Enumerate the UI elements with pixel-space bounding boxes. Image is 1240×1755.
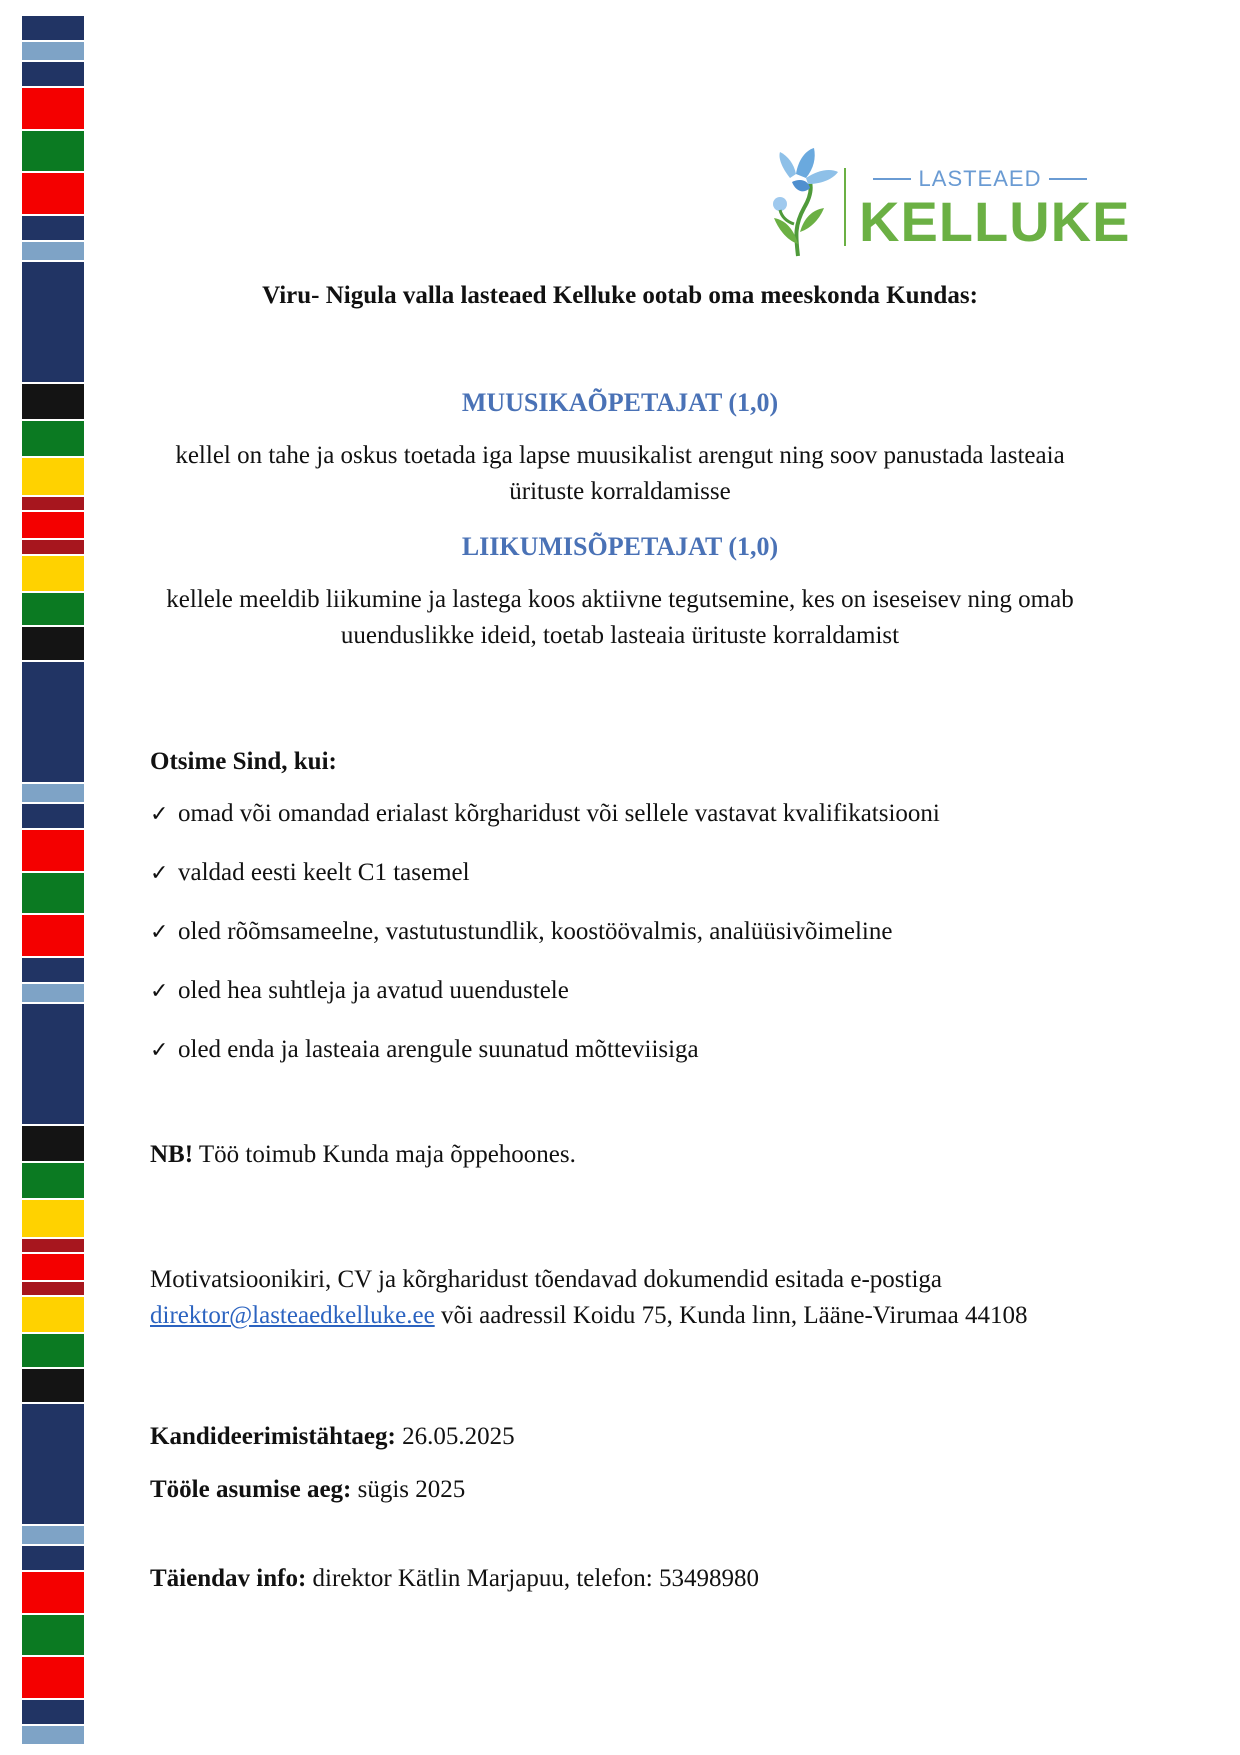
job-title-movement: LIIKUMISÕPETAJAT (1,0) — [461, 532, 779, 561]
stripe-band — [22, 1126, 84, 1163]
apply-text-before: Motivatsioonikiri, CV ja kõrgharidust tõendavad dokumendid esitada e-postiga — [150, 1266, 943, 1293]
stripe-band — [22, 1334, 84, 1369]
stripe-band — [22, 830, 84, 874]
stripe-band — [22, 1700, 84, 1726]
stripe-band — [22, 497, 84, 512]
check-icon: ✓ — [150, 861, 169, 886]
requirement-text: valdad eesti keelt C1 tasemel — [178, 859, 470, 886]
stripe-band — [22, 1163, 84, 1200]
start-label: Tööle asumise aeg: — [150, 1476, 352, 1503]
stripe-band — [22, 42, 84, 62]
stripe-band — [22, 662, 84, 784]
requirement-text: oled hea suhtleja ja avatud uuendustele — [178, 977, 569, 1004]
stripe-band — [22, 1200, 84, 1239]
check-icon: ✓ — [150, 920, 169, 945]
logo-text — [859, 166, 1131, 253]
note-text: Töö toimub Kunda maja õppehoones. — [193, 1141, 576, 1168]
stripe-band — [22, 1239, 84, 1254]
check-icon: ✓ — [150, 1038, 169, 1063]
application-instructions — [150, 1262, 1110, 1334]
logo-dash-left — [873, 178, 911, 180]
bluebell-flower-icon — [760, 148, 840, 260]
kindergarten-logo — [760, 148, 1130, 260]
deadline-value: 26.05.2025 — [395, 1423, 515, 1450]
requirement-item — [150, 918, 1110, 977]
stripe-band — [22, 173, 84, 217]
start-time — [150, 1476, 465, 1504]
logo-dash-right — [1049, 178, 1087, 180]
stripe-band — [22, 262, 84, 384]
requirement-item — [150, 800, 1110, 859]
stripe-band — [22, 62, 84, 88]
contact-label: Täiendav info: — [150, 1565, 307, 1592]
stripe-band — [22, 540, 84, 555]
stripe-band — [22, 512, 84, 540]
stripe-band — [22, 804, 84, 830]
stripe-band — [22, 593, 84, 628]
stripe-band — [22, 873, 84, 914]
requirements-list — [150, 800, 1110, 1095]
stripe-band — [22, 984, 84, 1004]
requirement-text: oled rõõmsameelne, vastutustundlik, koostöövalmis, analüüsivõimeline — [178, 918, 893, 945]
stripe-band — [22, 627, 84, 662]
stripe-band — [22, 1254, 84, 1282]
stripe-band — [22, 958, 84, 984]
stripe-band — [22, 556, 84, 593]
logo-divider — [844, 168, 846, 246]
stripe-band — [22, 784, 84, 804]
requirement-text: omad või omandad erialast kõrgharidust või sellele vastavat kvalifikatsiooni — [178, 800, 940, 827]
stripe-band — [22, 216, 84, 242]
note — [150, 1141, 576, 1169]
job-description-music: kellel on tahe ja oskus toetada iga lapse muusikalist arengut ning soov panustada lasteaia ürituste korraldamisse — [175, 442, 1065, 505]
requirement-item — [150, 859, 1110, 918]
stripe-band — [22, 384, 84, 421]
deadline-label: Kandideerimistähtaeg: — [150, 1423, 396, 1450]
logo-top-line — [859, 166, 1101, 192]
job-title-music: MUUSIKAÕPETAJAT (1,0) — [461, 388, 779, 417]
seeking-heading: Otsime Sind, kui: — [150, 748, 337, 775]
stripe-band — [22, 1526, 84, 1546]
stripe-band — [22, 1297, 84, 1334]
contact-info — [150, 1565, 759, 1593]
stripe-band — [22, 915, 84, 959]
logo-bottom-text: KELLUKE — [859, 190, 1131, 253]
job-description-movement: kellele meeldib liikumine ja lastega koos aktiivne tegutsemine, kes on iseseisev ning omab uuenduslikke ideid, toetab lasteaia ürituste korraldamist — [166, 586, 1074, 649]
stripe-band — [22, 1572, 84, 1616]
stripe-band — [22, 16, 84, 42]
deadline — [150, 1423, 515, 1451]
email-link[interactable]: direktor@lasteaedkelluke.ee — [150, 1302, 435, 1329]
contact-value: direktor Kätlin Marjapuu, telefon: 53498980 — [306, 1565, 759, 1592]
stripe-band — [22, 1282, 84, 1297]
requirement-item — [150, 977, 1110, 1036]
decorative-stripe — [22, 16, 84, 1746]
stripe-band — [22, 1657, 84, 1701]
check-icon: ✓ — [150, 802, 169, 827]
note-label: NB! — [150, 1141, 194, 1168]
stripe-band — [22, 1615, 84, 1656]
start-value: sügis 2025 — [351, 1476, 466, 1503]
stripe-band — [22, 1726, 84, 1746]
headline: Viru- Nigula valla lasteaed Kelluke ootab oma meeskonda Kundas: — [262, 282, 978, 309]
stripe-band — [22, 421, 84, 458]
stripe-band — [22, 458, 84, 497]
stripe-band — [22, 1369, 84, 1404]
stripe-band — [22, 242, 84, 262]
stripe-band — [22, 1004, 84, 1126]
logo-top-text: LASTEAED — [918, 166, 1042, 191]
requirement-item — [150, 1036, 1110, 1095]
apply-text-after: või aadressil Koidu 75, Kunda linn, Lääne-Virumaa 44108 — [434, 1302, 1028, 1329]
stripe-band — [22, 131, 84, 172]
stripe-band — [22, 88, 84, 132]
stripe-band — [22, 1404, 84, 1526]
requirement-text: oled enda ja lasteaia arengule suunatud mõtteviisiga — [178, 1036, 699, 1063]
stripe-band — [22, 1546, 84, 1572]
check-icon: ✓ — [150, 979, 169, 1004]
